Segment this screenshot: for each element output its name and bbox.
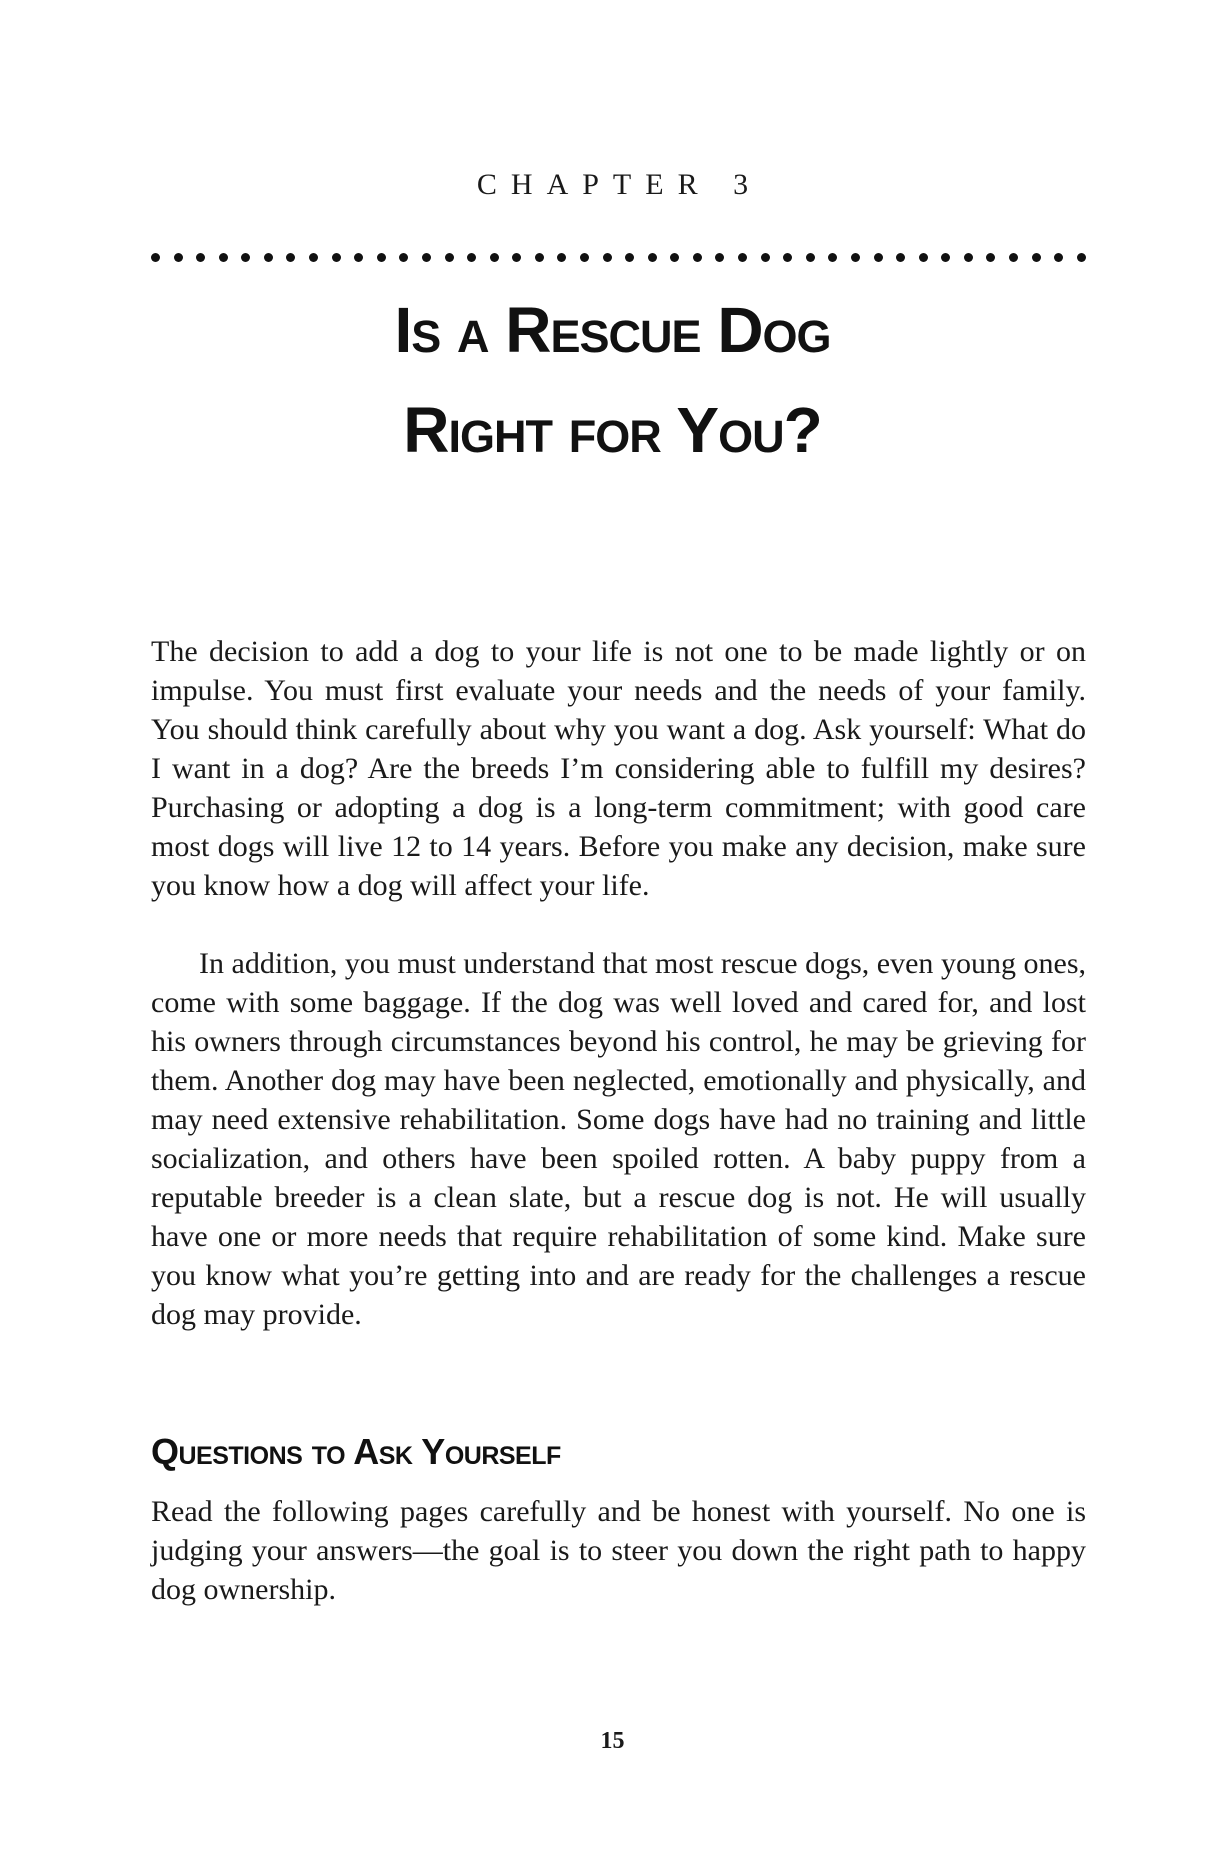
divider-dot (648, 253, 657, 262)
divider-dot (557, 253, 566, 262)
divider-dot (422, 253, 431, 262)
page-number: 15 (600, 1728, 625, 1754)
divider-dot (603, 253, 612, 262)
divider-dot (693, 253, 702, 262)
divider-dot (625, 253, 634, 262)
divider-dot (941, 253, 950, 262)
divider-dot (986, 253, 995, 262)
divider-dot (445, 253, 454, 262)
divider-dot (806, 253, 815, 262)
divider-dot (264, 253, 273, 262)
dotted-divider (151, 250, 1086, 264)
divider-dot (286, 253, 295, 262)
paragraph-text: Read the following pages carefully and be honest with yourself. No one is judging your answers—the goal is to steer you down the right path to happy dog ownership. (151, 1495, 1086, 1606)
divider-dot (1009, 253, 1018, 262)
divider-dot (174, 253, 183, 262)
divider-dot (309, 253, 318, 262)
divider-dot (1032, 253, 1041, 262)
paragraph-text: In addition, you must understand that most rescue dogs, even young ones, come with some baggage. If the dog was well loved and cared for, and lost his owners through circumstances beyond his control, he may be grieving for them. Another dog may have been neglected, emotionally and physically, and may need extensive rehabilitation. Some dogs have had no training and little socialization, and others have been spoiled rotten. A baby puppy from a reputable breeder is a clean slate, but a rescue dog is not. He will usually have one or more needs that require rehabilitation of some kind. Make sure you know what you’re getting into and are ready for the challenges a rescue dog may provide. (151, 947, 1086, 1331)
divider-dot (490, 253, 499, 262)
chapter-title-line-1: Is a Rescue Dog (394, 294, 831, 366)
divider-dot (241, 253, 250, 262)
divider-dot (919, 253, 928, 262)
divider-dot (580, 253, 589, 262)
divider-dot (219, 253, 228, 262)
divider-dot (332, 253, 341, 262)
divider-dot (715, 253, 724, 262)
divider-dot (851, 253, 860, 262)
body-paragraph-2 (151, 944, 1086, 1334)
divider-dot (377, 253, 386, 262)
divider-dot (467, 253, 476, 262)
divider-dot (761, 253, 770, 262)
section-paragraph (151, 1492, 1086, 1609)
chapter-title-line-2: Right for You? (403, 394, 822, 466)
divider-dot (783, 253, 792, 262)
divider-dot (738, 253, 747, 262)
divider-dot (874, 253, 883, 262)
divider-dot (354, 253, 363, 262)
divider-dot (896, 253, 905, 262)
divider-dot (964, 253, 973, 262)
divider-dot (1054, 253, 1063, 262)
chapter-label: CHAPTER 3 (476, 168, 763, 201)
body-paragraph-1 (151, 632, 1086, 905)
divider-dot (196, 253, 205, 262)
divider-dot (670, 253, 679, 262)
divider-dot (399, 253, 408, 262)
divider-dot (1077, 253, 1086, 262)
paragraph-text: The decision to add a dog to your life is not one to be made lightly or on impulse. You must first evaluate your needs and the needs of your family. You should think carefully about why you want a dog. Ask yourself: What do I want in a dog? Are the breeds I’m considering able to fulfill my desires? Purchasing or adopting a dog is a long-term commitment; with good care most dogs will live 12 to 14 years. Before you make any decision, make sure you know how a dog will affect your life. (151, 635, 1086, 902)
divider-dot (151, 253, 160, 262)
divider-dot (828, 253, 837, 262)
section-heading: Questions to Ask Yourself (151, 1431, 561, 1472)
chapter-title (0, 280, 1225, 480)
divider-dot (512, 253, 521, 262)
divider-dot (535, 253, 544, 262)
